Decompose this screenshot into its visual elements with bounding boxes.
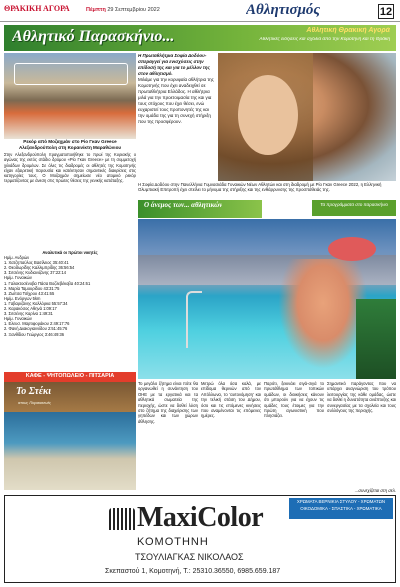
result-item: Ημίμ. Ενόργων 5km — [4, 295, 41, 301]
banner-title: Αθλητικό Παρασκήνιο... — [12, 28, 175, 45]
athlete-article — [138, 53, 216, 125]
athlete-body: Μιλάμε για την κορυφαία αθλήτρια της Κομοτηνής που έχει αναδειχθεί σε πρωταθλήτρια Ελλάδος. Η αθλήτρια μιλά για την προετοιμασία της και για τους στόχους που έχει θέσει, ενώ ευχαριστεί τους προπονητές της και την ομάδα της για τη συνεχή στήριξη που της προσφέρουν. — [138, 77, 214, 124]
issue-date-text: 29 Σεπτεμβρίου 2022 — [107, 7, 160, 13]
feature-badge: Τα προγράμματα στο παρασκήνιο — [320, 202, 388, 207]
cafe-ad — [4, 372, 136, 412]
feature-column-3 — [264, 381, 324, 485]
race-article-text: Στην Αλεξανδρούπολη πραγματοποιήθηκε το πρωί της Κυριακής ο αγώνας της εκτός στάδιο δρόμου «Ρίο Γκαν Greece» με τη συμμετοχή χιλιάδων δρομέων. Σε όλες τις διαδρομές οι αθλητές της Κομοτηνής είχαν εξαιρετική παρουσία και κατέκτησαν σημαντικές διακρίσεις στις κατηγορίες τους. Ο Μοζαχμάν σημείωσε νέο ατομικό ρεκόρ τερματίζοντας με άνεση στις πρώτες θέσεις της γενικής κατάταξης. — [4, 152, 136, 184]
result-item: Ημίμ. Ανδρών — [4, 255, 30, 261]
ad-address: Σκεπαστού 1, Κομοτηνή, Τ.: 25310.36550, 6985.659.187 — [105, 568, 281, 575]
result-item: 1. Ελευσ. Μαρτιφοράκου 2:49:17:76 — [4, 321, 70, 327]
ad-tagline: ΧΡΩΜΑΤΑ ΒΕΡΝΙΚΙΑ ΣΤΥΛΟΥ - ΧΡΩΜΑΤΩΝ ΟΙΚΟΔΟΜΙΚΑ - ΣΠΑΣΤΙΚΑ - ΧΡΩΜΑΤΙΚΑ — [289, 498, 393, 519]
result-item: 2. Φανή Διακογιαννίδου 2:51:45:76 — [4, 326, 68, 332]
athlete-portrait — [218, 53, 396, 181]
feature-heading: Ο άνεμος των... αθλητικών — [144, 201, 223, 209]
race-photo — [4, 53, 136, 139]
continued-note: ...συνεχίζεται στη σελ. — [354, 488, 396, 493]
maxicolor-logo-icon — [109, 508, 135, 530]
cafe-logo: Το Στέκι — [16, 386, 52, 397]
result-item: 2. Καρακόσος Αθηνά 1:09:17 — [4, 306, 57, 312]
cafe-ad-bar: ΚΑΦΕ - ΨΗΤΟΠΩΛΕΙΟ - ΠΙΤΣΑΡΙΑ — [25, 373, 115, 379]
feature-text-2: Μετρώ όλα όσα καλά, με επίδομα θερινών από τον Απόλλωνα, το 'αυτονόμηση' και την τελική στάση του Δήμου, όσο και τις επόμενες κινήσεις που αναμένονται τις επόμενες ημέρες. — [201, 381, 261, 419]
cafe-sub: στους Παρασκευές — [18, 400, 52, 405]
ad-city: ΚΟΜΟΤΗΝΗ — [137, 536, 209, 548]
feature-column-1 — [138, 381, 198, 485]
issue-day: Πέμπτη — [86, 7, 106, 13]
page-number: 12 — [379, 6, 393, 18]
result-item: Ημίμ. Γυναικών — [4, 316, 32, 322]
result-item: 1. Γαλακτοσένοβα Πάσα Βοζλεβέκοβα 40:24:61 — [4, 280, 91, 286]
results-title: Αναλυτικά οι πρώτοι νικητές — [42, 250, 98, 255]
athlete-lead: Η Πρωταθλήτρια Σοφία Δοδόου-σπεραγγεί για ενισχύσεις στην επίδοσή της και για το μέλλον της στον αθλητισμό. — [138, 53, 210, 76]
result-item: 3. Ζωίτσα Τσίχρου 43:41:65 — [4, 290, 55, 296]
result-item: 2. Μαρία Ταμουρίδου 43:31:75 — [4, 285, 60, 291]
banner-tagline: Αθλητικές ειδήσεις και σχόλια από την Κομοτηνή και τη Θράκη — [259, 37, 390, 42]
result-item: 1. Χατζηπαύλος Βασίλειος 35:40:41 — [4, 260, 69, 266]
result-item: 3. Σιτσένης Καρίνα 1:49:31 — [4, 311, 53, 317]
pool-photo — [138, 219, 396, 379]
result-item: 3. Σιτσένης Κυδιανιζάνης 37:22:14 — [4, 270, 67, 276]
feature-text-1: Το μεγάλο ζήτημα είναι πότε θα οργανωθεί η συνάντηση του ΟΗΕ με τα εργατικά και τα αθλητικά σωματεία της περιοχής, ώστε να δοθεί λύση στο ζήτημα της διαχείρισης των γηπέδων και των χώρων άθλησης. — [138, 381, 198, 424]
issue-date — [86, 7, 160, 13]
feature-text-4: Σημαντικό παράγοντας που να υπάρχει αναγνώριση του τρόπου λειτουργίας της κάθε ομάδας, ώστε να δοθεί η δυνατότητα ανάπτυξης και συνεργασίας με τα σχολεία και τους συλλόγους της περιοχής. — [327, 381, 396, 414]
results-list — [4, 250, 136, 337]
result-item: Ημίμ. Γυναικών — [4, 275, 32, 281]
race-caption: Ρεκόρ από Μοζαχμάν στο Ρίο Γκαν Greece Αλεξανδρούπολη στη Κοραινίκτη Μαραθώνιου — [18, 139, 122, 150]
portrait-caption: Η Σοφία Δοδόου στην Πανελλήνια Γυμνασιάδα Γυναικών Νέων Αθλητών και στη διαδρομή με Ρίο Γκαν Greece 2022, η Ελληνική Ολυμπιακή Επιτροπή έχει στείλει το μήνυμα της στήριξης και της ενθάρρυνσης της προσπάθειάς της. — [138, 182, 382, 193]
feature-text-3: Παρότι, ξεκινάει σιγά-σιγά το πρωτάθλημα των τοπικών ομάδων, οι διοικήσεις κάνουν ότι μπορούν για να έχουν τις ομάδες τους έτοιμες για την πρώτη αγωνιστική που πλησιάζει. — [264, 381, 324, 419]
banner-subtitle: Αθλητική Θρακική Αγορά — [306, 27, 390, 34]
newspaper-brand: ΘΡΑΚΙΚΗ ΑΓΟΡΑ — [4, 4, 70, 13]
result-item: 3. Ξανθίδου Γεώργιος 3:46:49:36 — [4, 331, 65, 337]
result-item: 2. Θεοδωρίδης Καλλιμπρίδης 36:56:54 — [4, 265, 75, 271]
result-item: 1. Γαβαριζάνης Καλλόρκα 55:57:34 — [4, 300, 68, 306]
feature-column-4 — [327, 381, 396, 485]
ad-owner: ΤΣΟΥΛΙΑΓΚΑΣ ΝΙΚΟΛΑΟΣ — [135, 552, 244, 562]
cafe-photo — [4, 412, 136, 490]
section-title: Αθλητισμός — [246, 2, 321, 18]
maxicolor-ad — [4, 495, 396, 583]
race-article — [4, 152, 136, 184]
ad-brand: MaxiColor — [137, 502, 264, 533]
feature-column-2 — [201, 381, 261, 485]
